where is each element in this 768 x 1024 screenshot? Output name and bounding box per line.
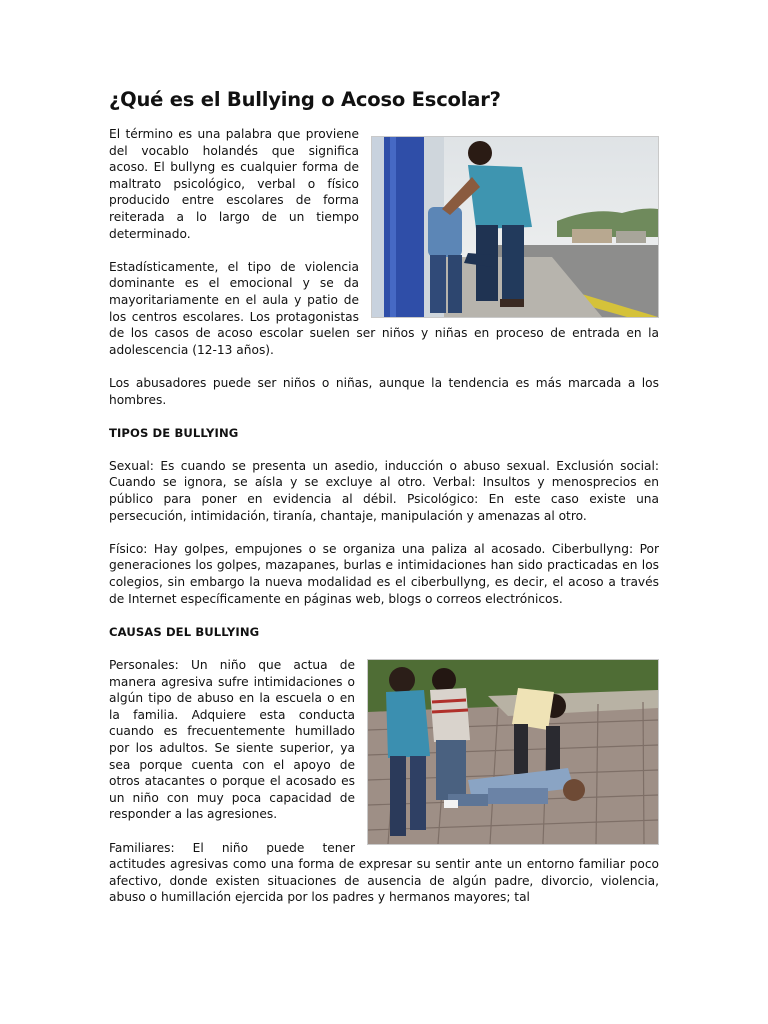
photo-figure-2 <box>367 659 659 845</box>
bullying-photo-wall <box>371 136 659 318</box>
paragraph-2: Estadísticamente, el tipo de violencia dominante es el emocional y se da mayoritariamente en el aula y patio de los centros escolares. Los protagonistas de los casos de acoso escolar suelen ser niños y niñas en proceso de entrada en la adolescencia (12-13 años). <box>109 259 659 357</box>
page-title: ¿Qué es el Bullying o Acoso Escolar? <box>109 88 501 111</box>
bullying-photo-ground <box>367 659 659 845</box>
section-heading-tipos: TIPOS DE BULLYING <box>109 425 239 440</box>
paragraph-5: Físico: Hay golpes, empujones o se organiza una paliza al acosado. Ciberbullyng: Por generaciones los golpes, mazapanes, burlas e intimidaciones han sido practicadas en los colegios, sin embargo la nueva modalidad es el ciberbullyng, es decir, el acoso a través de Internet específicamente en páginas web, blogs o correos electrónicos. <box>109 541 659 606</box>
section-heading-causas: CAUSAS DEL BULLYING <box>109 624 260 639</box>
photo-figure-1 <box>371 136 659 318</box>
paragraph-3: Los abusadores puede ser niños o niñas, aunque la tendencia es más marcada a los hombres. <box>109 375 659 407</box>
paragraph-7: Familiares: El niño puede tener actitudes agresivas como una forma de expresar su sentir ante un entorno familiar poco afectivo, donde existen situaciones de ausencia de algún padre, divorcio, violencia, abuso o humillación ejercida por los padres y hermanos mayores; tal <box>109 840 659 905</box>
document-body <box>109 126 659 906</box>
paragraph-1: El término es una palabra que proviene del vocablo holandés que significa acoso. El bullyng es cualquier forma de maltrato psicológico, verbal o físico producido entre escolares de forma reiterada a lo largo de un tiempo determinado. <box>109 127 359 241</box>
paragraph-4: Sexual: Es cuando se presenta un asedio, inducción o abuso sexual. Exclusión social: Cuando se ignora, se aísla y se excluye al otro. Verbal: Insultos y menosprecios en público para poner en evidencia al débil. Psicológico: En este caso existe una persecución, intimidación, tiranía, chantaje, manipulación y amenazas al otro. <box>109 458 659 523</box>
paragraph-6: Personales: Un niño que actua de manera agresiva sufre intimidaciones o algún tipo de abuso en la escuela o en la familia. Adquiere esta conducta cuando es frecuentemente humillado por los adultos. Se siente superior, ya sea porque cuenta con el apoyo de otros atacantes o porque el acosado es un niño con muy poca capacidad de responder a las agresiones. <box>109 658 355 822</box>
